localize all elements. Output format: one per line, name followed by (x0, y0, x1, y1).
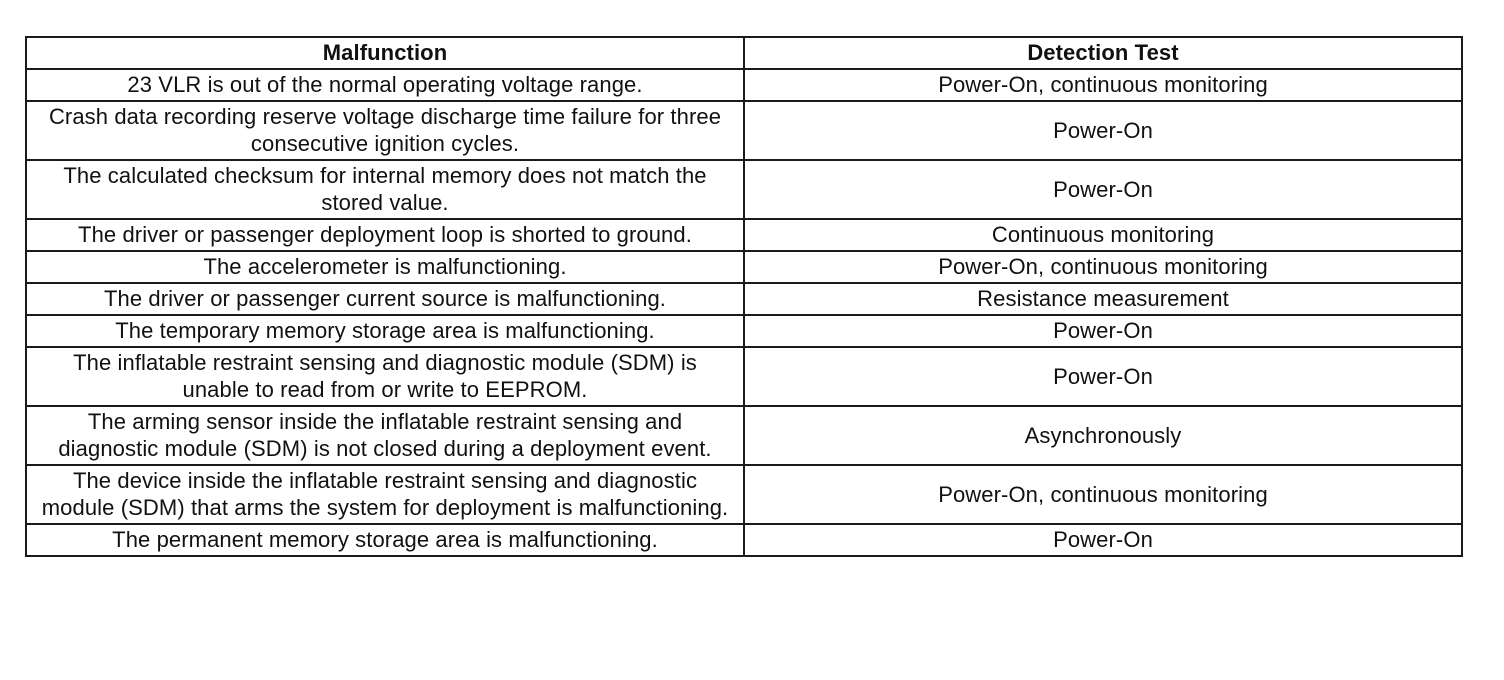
detection-test-cell: Power-On, continuous monitoring (744, 465, 1462, 524)
table-row (26, 283, 1462, 315)
malfunction-cell: The device inside the inflatable restraint sensing and diagnostic module (SDM) that arms the system for deployment is malfunctioning. (26, 465, 744, 524)
table-row (26, 69, 1462, 101)
column-header-detection-test: Detection Test (744, 37, 1462, 69)
detection-test-cell: Resistance measurement (744, 283, 1462, 315)
malfunction-cell: The permanent memory storage area is malfunctioning. (26, 524, 744, 556)
malfunction-cell: The calculated checksum for internal memory does not match the stored value. (26, 160, 744, 219)
detection-test-cell: Power-On, continuous monitoring (744, 69, 1462, 101)
table-row (26, 347, 1462, 406)
malfunction-cell: 23 VLR is out of the normal operating voltage range. (26, 69, 744, 101)
malfunction-cell: The driver or passenger current source is malfunctioning. (26, 283, 744, 315)
detection-test-cell: Power-On (744, 347, 1462, 406)
table-row (26, 524, 1462, 556)
table-row (26, 219, 1462, 251)
detection-test-cell: Power-On (744, 160, 1462, 219)
malfunction-cell: The accelerometer is malfunctioning. (26, 251, 744, 283)
malfunction-cell: Crash data recording reserve voltage discharge time failure for three consecutive ignition cycles. (26, 101, 744, 160)
table-header-row (26, 37, 1462, 69)
table-row (26, 101, 1462, 160)
detection-test-cell: Power-On (744, 524, 1462, 556)
detection-test-cell: Power-On (744, 315, 1462, 347)
detection-test-cell: Power-On (744, 101, 1462, 160)
detection-test-cell: Continuous monitoring (744, 219, 1462, 251)
detection-test-cell: Power-On, continuous monitoring (744, 251, 1462, 283)
malfunction-cell: The driver or passenger deployment loop is shorted to ground. (26, 219, 744, 251)
table-row (26, 465, 1462, 524)
column-header-malfunction: Malfunction (26, 37, 744, 69)
table-row (26, 315, 1462, 347)
malfunction-cell: The inflatable restraint sensing and diagnostic module (SDM) is unable to read from or write to EEPROM. (26, 347, 744, 406)
table-row (26, 251, 1462, 283)
detection-test-cell: Asynchronously (744, 406, 1462, 465)
malfunction-detection-table (25, 36, 1463, 557)
malfunction-cell: The arming sensor inside the inflatable restraint sensing and diagnostic module (SDM) is not closed during a deployment event. (26, 406, 744, 465)
table-row (26, 160, 1462, 219)
table-row (26, 406, 1462, 465)
malfunction-cell: The temporary memory storage area is malfunctioning. (26, 315, 744, 347)
